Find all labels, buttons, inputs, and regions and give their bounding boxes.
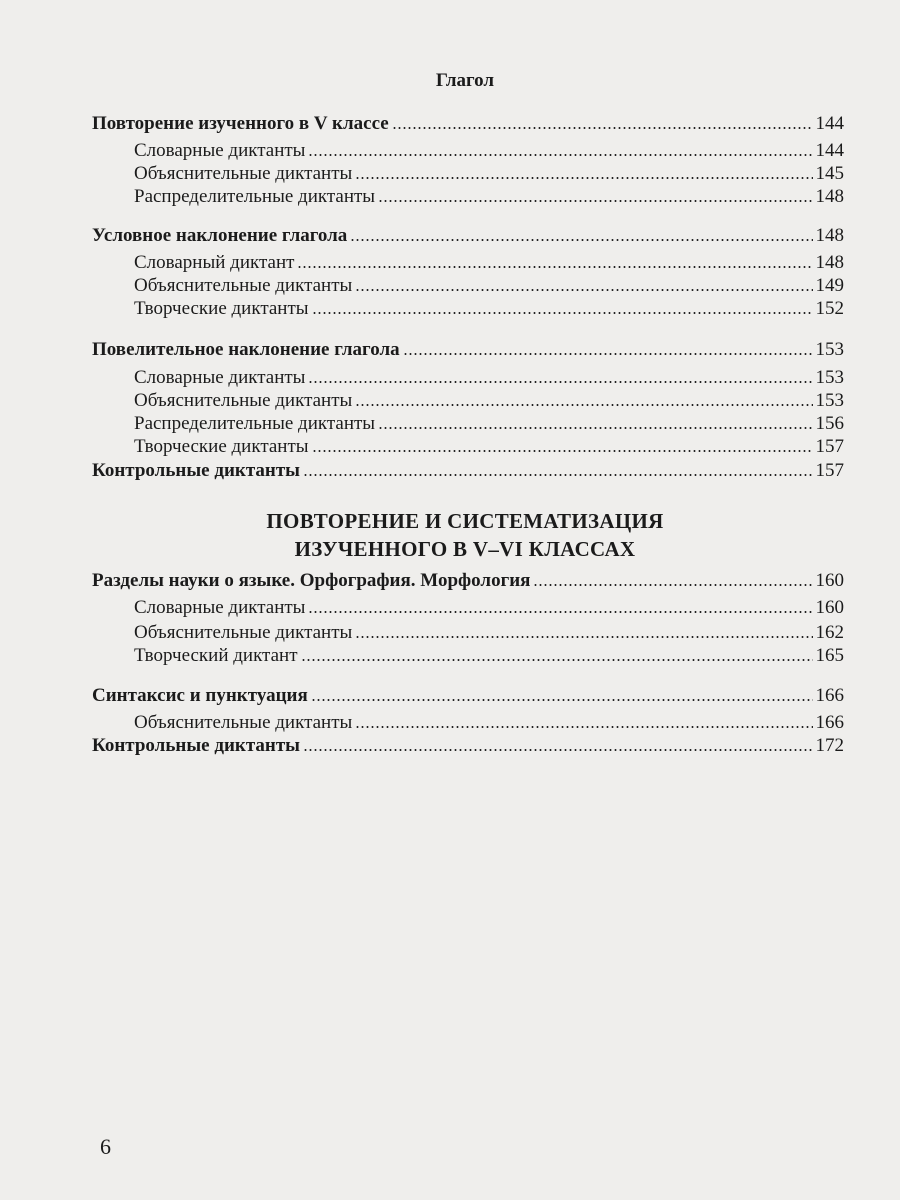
toc-page-number: 148 <box>815 186 844 207</box>
toc-page-number: 153 <box>815 339 844 360</box>
toc-page-number: 156 <box>815 413 844 434</box>
toc-item <box>134 596 844 620</box>
toc-label: Словарные диктанты <box>134 367 306 388</box>
dot-leader <box>308 380 812 384</box>
dot-leader <box>312 311 813 315</box>
toc-label: Распределительные диктанты <box>134 186 376 207</box>
toc-label: Разделы науки о языке. Орфография. Морфология <box>92 570 531 591</box>
toc-label: Словарные диктанты <box>134 597 306 618</box>
toc-item <box>134 162 844 186</box>
toc-item <box>134 621 844 645</box>
toc-group-title <box>92 569 844 593</box>
toc-item <box>134 389 844 413</box>
toc-label: Творческие диктанты <box>134 436 309 457</box>
toc-label: Словарные диктанты <box>134 140 306 161</box>
dot-leader <box>303 748 812 752</box>
toc-page-number: 152 <box>815 298 844 319</box>
toc-page-number: 160 <box>815 597 844 618</box>
dot-leader <box>355 288 812 292</box>
toc-group-title <box>92 734 844 758</box>
section-heading <box>0 507 900 563</box>
toc-label: Объяснительные диктанты <box>134 712 353 733</box>
toc-page-number: 165 <box>815 645 844 666</box>
toc-group-title <box>92 338 844 362</box>
toc-label: Повелительное наклонение глагола <box>92 339 400 360</box>
dot-leader <box>312 449 813 453</box>
toc-label: Творческий диктант <box>134 645 298 666</box>
dot-leader <box>355 635 812 639</box>
dot-leader <box>297 265 812 269</box>
toc-label: Творческие диктанты <box>134 298 309 319</box>
toc-page-number: 149 <box>815 275 844 296</box>
toc-group-title <box>92 684 844 708</box>
dot-leader <box>311 698 813 702</box>
toc-item <box>134 297 844 321</box>
toc-page-number: 144 <box>815 140 844 161</box>
toc-page-number: 153 <box>815 367 844 388</box>
toc-group-title <box>92 459 844 483</box>
toc-page-number: 162 <box>815 622 844 643</box>
toc-page-number: 153 <box>815 390 844 411</box>
dot-leader <box>392 126 813 130</box>
toc-group-title <box>92 112 844 136</box>
section-heading-line: ПОВТОРЕНИЕ И СИСТЕМАТИЗАЦИЯ <box>266 509 664 533</box>
toc-label: Словарный диктант <box>134 252 295 273</box>
toc-item <box>134 139 844 163</box>
dot-leader <box>301 658 813 662</box>
toc-page-number: 157 <box>815 460 844 481</box>
toc-item <box>134 274 844 298</box>
toc-page-number: 148 <box>815 252 844 273</box>
toc-item <box>134 435 844 459</box>
toc-item <box>134 644 844 668</box>
dot-leader <box>355 403 812 407</box>
dot-leader <box>308 610 812 614</box>
toc-page-number: 172 <box>815 735 844 756</box>
section-heading-line: ИЗУЧЕННОГО В V–VI КЛАССАХ <box>294 537 636 561</box>
dot-leader <box>378 426 812 430</box>
toc-item <box>134 412 844 436</box>
toc-item <box>134 185 844 209</box>
page-number: 6 <box>100 1134 111 1159</box>
toc-label: Объяснительные диктанты <box>134 163 353 184</box>
dot-leader <box>378 199 812 203</box>
toc-label: Распределительные диктанты <box>134 413 376 434</box>
toc-label: Условное наклонение глагола <box>92 225 348 246</box>
toc-page-number: 157 <box>815 436 844 457</box>
dot-leader <box>533 583 812 587</box>
dot-leader <box>355 176 812 180</box>
toc-page-number: 166 <box>815 712 844 733</box>
toc-item <box>134 711 844 735</box>
toc-label: Объяснительные диктанты <box>134 622 353 643</box>
dot-leader <box>308 153 812 157</box>
toc-group-title <box>92 224 844 248</box>
toc-page-number: 145 <box>815 163 844 184</box>
toc-label: Синтаксис и пунктуация <box>92 685 308 706</box>
toc-page-number: 166 <box>815 685 844 706</box>
toc-label: Объяснительные диктанты <box>134 275 353 296</box>
toc-label: Повторение изученного в V классе <box>92 113 389 134</box>
dot-leader <box>303 473 812 477</box>
toc-item <box>134 251 844 275</box>
chapter-heading: Глагол <box>435 70 495 91</box>
toc-label: Контрольные диктанты <box>92 735 301 756</box>
toc-page-number: 148 <box>815 225 844 246</box>
toc-item <box>134 366 844 390</box>
toc-page-number: 144 <box>815 113 844 134</box>
dot-leader <box>355 725 812 729</box>
toc-label: Объяснительные диктанты <box>134 390 353 411</box>
toc-page-number: 160 <box>815 570 844 591</box>
toc-label: Контрольные диктанты <box>92 460 301 481</box>
dot-leader <box>350 238 812 242</box>
dot-leader <box>403 352 813 356</box>
